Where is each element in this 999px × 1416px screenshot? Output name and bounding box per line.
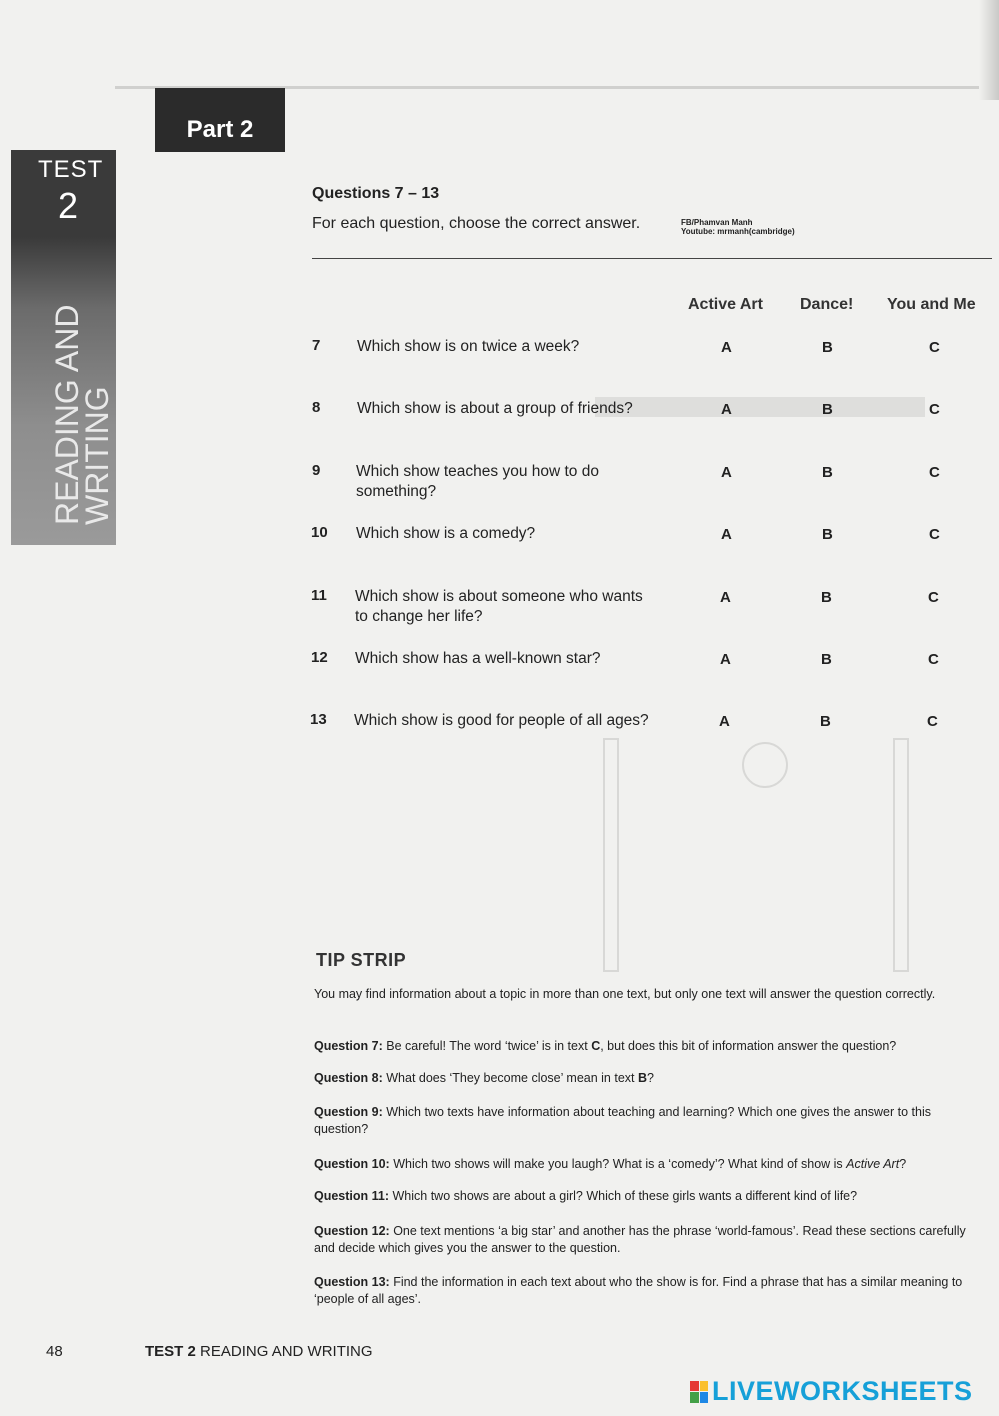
tip-label: Question 12: [314, 1224, 390, 1238]
instruction-text: For each question, choose the correct answer. [312, 215, 641, 232]
question-number: 12 [311, 649, 328, 666]
tip-question-11 [314, 1188, 974, 1205]
question-text: Which show is good for people of all ages? [354, 712, 649, 729]
ghost-avatar [742, 742, 788, 788]
footer-section: READING AND WRITING [195, 1343, 373, 1360]
page-number: 48 [46, 1343, 63, 1360]
question-text: Which show is a comedy? [356, 525, 536, 542]
page-edge-shadow [979, 0, 999, 100]
ghost-bar-right [893, 738, 909, 972]
option-c[interactable]: C [928, 589, 939, 606]
option-c[interactable]: C [929, 464, 940, 481]
tip-text-end: ? [647, 1071, 654, 1085]
option-b[interactable]: B [820, 713, 831, 730]
logo-text: LIVEWORKSHEETS [712, 1376, 973, 1406]
tip-text-end: ? [899, 1157, 907, 1171]
divider-line [312, 258, 992, 259]
test-number: 2 [58, 185, 79, 226]
tip-question-10 [314, 1156, 974, 1173]
option-a[interactable]: A [721, 339, 732, 356]
credit-line-1: FB/Phamvan Manh [681, 218, 753, 227]
tip-question-13 [314, 1274, 974, 1308]
tip-bold: C [591, 1039, 601, 1053]
option-b[interactable]: B [822, 464, 833, 481]
option-b[interactable]: B [822, 339, 833, 356]
option-c[interactable]: C [929, 339, 940, 356]
option-a[interactable]: A [720, 589, 731, 606]
tip-question-7 [314, 1038, 974, 1055]
option-a[interactable]: A [719, 713, 730, 730]
column-header-dance: Dance! [800, 296, 854, 313]
part-label: Part 2 [155, 88, 285, 152]
question-number: 8 [312, 399, 321, 416]
question-text: Which show is about a group of friends? [357, 400, 633, 417]
ghost-bar-left [603, 738, 619, 972]
question-number: 11 [311, 587, 327, 604]
option-b[interactable]: B [822, 526, 833, 543]
question-number: 10 [311, 524, 328, 541]
column-header-you-and-me: You and Me [887, 296, 976, 313]
tip-bold: B [637, 1071, 648, 1085]
option-c[interactable]: C [929, 526, 940, 543]
tip-text: Which two shows are about a girl? Which of these girls wants a different kind of life? [389, 1189, 858, 1203]
liveworksheets-logo [690, 1376, 973, 1407]
option-a[interactable]: A [721, 464, 732, 481]
footer-title [145, 1343, 373, 1360]
option-b[interactable]: B [822, 401, 833, 418]
tip-text: What does ‘They become close’ mean in text [382, 1071, 638, 1085]
tip-text: Which two texts have information about teaching and learning? Which one gives the answer to this question? [314, 1105, 931, 1136]
question-number: 13 [310, 711, 327, 728]
tip-intro: You may find information about a topic in more than one text, but only one text will answer the question correctly. [314, 987, 936, 1001]
tip-question-9 [314, 1104, 974, 1138]
tip-text: Which two shows will make you laugh? What is a ‘comedy’? What kind of show is [389, 1157, 847, 1171]
tip-text: Be careful! The word ‘twice’ is in text [382, 1039, 592, 1053]
option-b[interactable]: B [821, 589, 832, 606]
option-c[interactable]: C [929, 401, 940, 418]
question-text: Which show is on twice a week? [357, 338, 580, 355]
question-text: Which show has a well-known star? [355, 650, 601, 667]
tip-label: Question 8: [314, 1071, 383, 1085]
tip-question-12 [314, 1223, 974, 1257]
section-vertical-label: READING AND WRITING [49, 304, 115, 525]
tip-text-end: , but does this bit of information answer the question? [600, 1039, 897, 1053]
question-number: 7 [312, 337, 321, 354]
option-c[interactable]: C [927, 713, 938, 730]
tip-strip-title: TIP STRIP [316, 950, 407, 970]
option-c[interactable]: C [928, 651, 939, 668]
option-a[interactable]: A [721, 526, 732, 543]
option-b[interactable]: B [821, 651, 832, 668]
tip-italic: Active Art [846, 1157, 900, 1171]
test-word: TEST [38, 156, 104, 183]
tip-label: Question 13: [314, 1275, 390, 1289]
tip-label: Question 11: [314, 1189, 390, 1203]
credit-text [681, 218, 795, 236]
credit-line-2: Youtube: mrmanh(cambridge) [681, 227, 795, 236]
tip-text: One text mentions ‘a big star’ and another has the phrase ‘world-famous’. Read these sections carefully and decide which gives you the answer to the question. [314, 1224, 966, 1255]
tip-label: Question 9: [314, 1105, 383, 1119]
footer-test: TEST 2 [145, 1343, 196, 1360]
questions-heading: Questions 7 – 13 [312, 185, 440, 202]
column-header-active-art: Active Art [688, 296, 763, 313]
option-a[interactable]: A [720, 651, 731, 668]
tip-label: Question 7: [314, 1039, 383, 1053]
question-text: Which show teaches you how to do something? [356, 463, 599, 500]
question-number: 9 [312, 462, 321, 479]
logo-mark-icon [690, 1381, 708, 1403]
tip-text: Find the information in each text about who the show is for. Find a phrase that has a similar meaning to ‘people of all ages’. [314, 1275, 963, 1306]
option-a[interactable]: A [721, 401, 732, 418]
tip-label: Question 10: [314, 1157, 390, 1171]
question-text: Which show is about someone who wants to change her life? [355, 588, 643, 625]
tip-question-8 [314, 1070, 974, 1087]
